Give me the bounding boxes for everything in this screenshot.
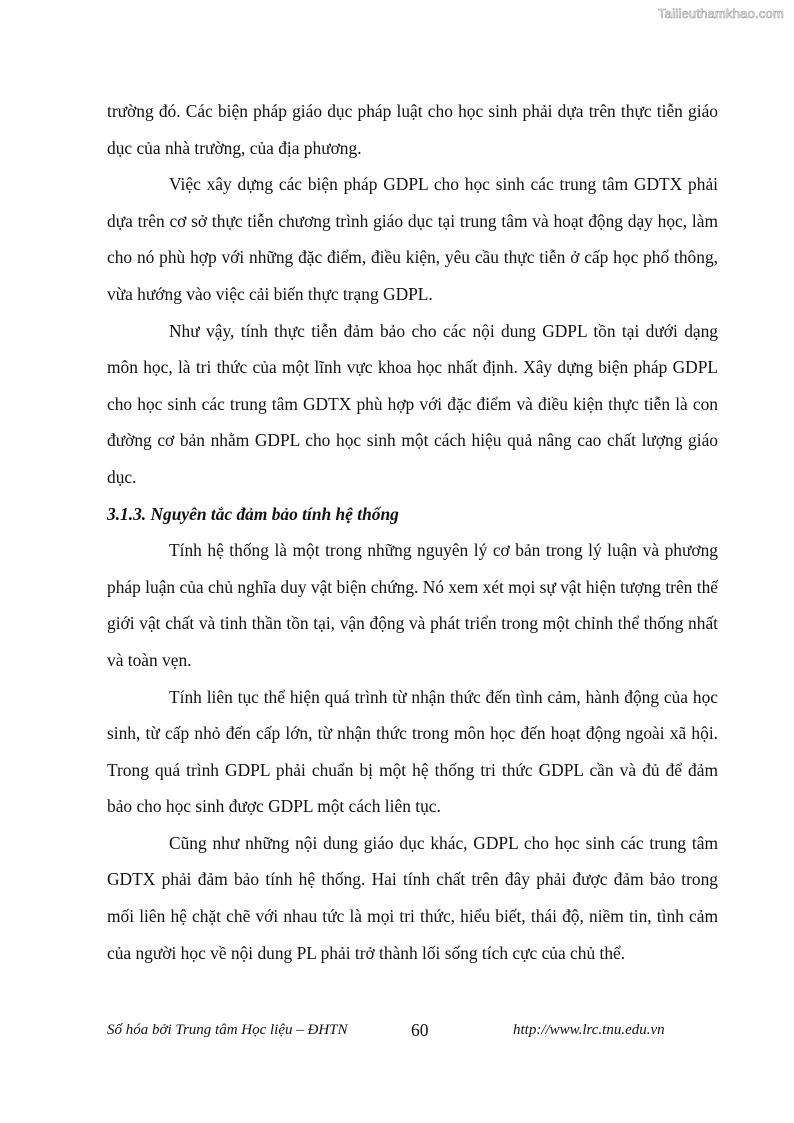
paragraph: Tính hệ thống là một trong những nguyên lý cơ bản trong lý luận và phương pháp luận của chủ nghĩa duy vật biện chứng. Nó xem xét mọi sự vật hiện tượng trên thế giới vật chất và tinh thần tồn tại, vận động và phát triển trong một chỉnh thể thống nhất và toàn vẹn.: [107, 540, 718, 670]
page-number: 60: [411, 1020, 429, 1040]
section-heading: 3.1.3. Nguyên tắc đảm bảo tính hệ thống: [107, 503, 399, 524]
paragraph: trường đó. Các biện pháp giáo dục pháp luật cho học sinh phải dựa trên thực tiễn giáo dục của nhà trường, của địa phương.: [107, 101, 718, 158]
footer-source: Số hóa bởi Trung tâm Học liệu – ĐHTN: [107, 1022, 348, 1038]
page-footer: [107, 1020, 718, 1044]
document-body: [107, 93, 718, 971]
paragraph: Như vậy, tính thực tiễn đảm bảo cho các nội dung GDPL tồn tại dưới dạng môn học, là tri thức của một lĩnh vực khoa học nhất định. Xây dựng biện pháp GDPL cho học sinh các trung tâm GDTX phù hợp với đặc điểm và điều kiện thực tiễn là con đường cơ bản nhằm GDPL cho học sinh một cách hiệu quả nâng cao chất lượng giáo dục.: [107, 320, 718, 487]
paragraph: Cũng như những nội dung giáo dục khác, GDPL cho học sinh các trung tâm GDTX phải đảm bảo tính hệ thống. Hai tính chất trên đây phải được đảm bảo trong mối liên hệ chặt chẽ với nhau tức là mọi tri thức, hiểu biết, thái độ, niềm tin, tình cảm của người học về nội dung PL phải trở thành lối sống tích cực của chủ thể.: [107, 832, 718, 963]
paragraph: Việc xây dựng các biện pháp GDPL cho học sinh các trung tâm GDTX phải dựa trên cơ sở thực tiễn chương trình giáo dục tại trung tâm và hoạt động dạy học, làm cho nó phù hợp với những đặc điểm, điều kiện, yêu cầu thực tiễn ở cấp học phổ thông, vừa hướng vào việc cải biến thực trạng GDPL.: [107, 174, 718, 304]
paragraph: Tính liên tục thể hiện quá trình từ nhận thức đến tình cảm, hành động của học sinh, từ cấp nhỏ đến cấp lớn, từ nhận thức trong môn học đến hoạt động ngoài xã hội. Trong quá trình GDPL phải chuẩn bị một hệ thống tri thức GDPL cần và đủ để đảm bảo cho học sinh được GDPL một cách liên tục.: [107, 686, 718, 817]
footer-url: http://www.lrc.tnu.edu.vn: [513, 1022, 665, 1038]
watermark: Tailieuthamkhao.com: [658, 6, 784, 21]
